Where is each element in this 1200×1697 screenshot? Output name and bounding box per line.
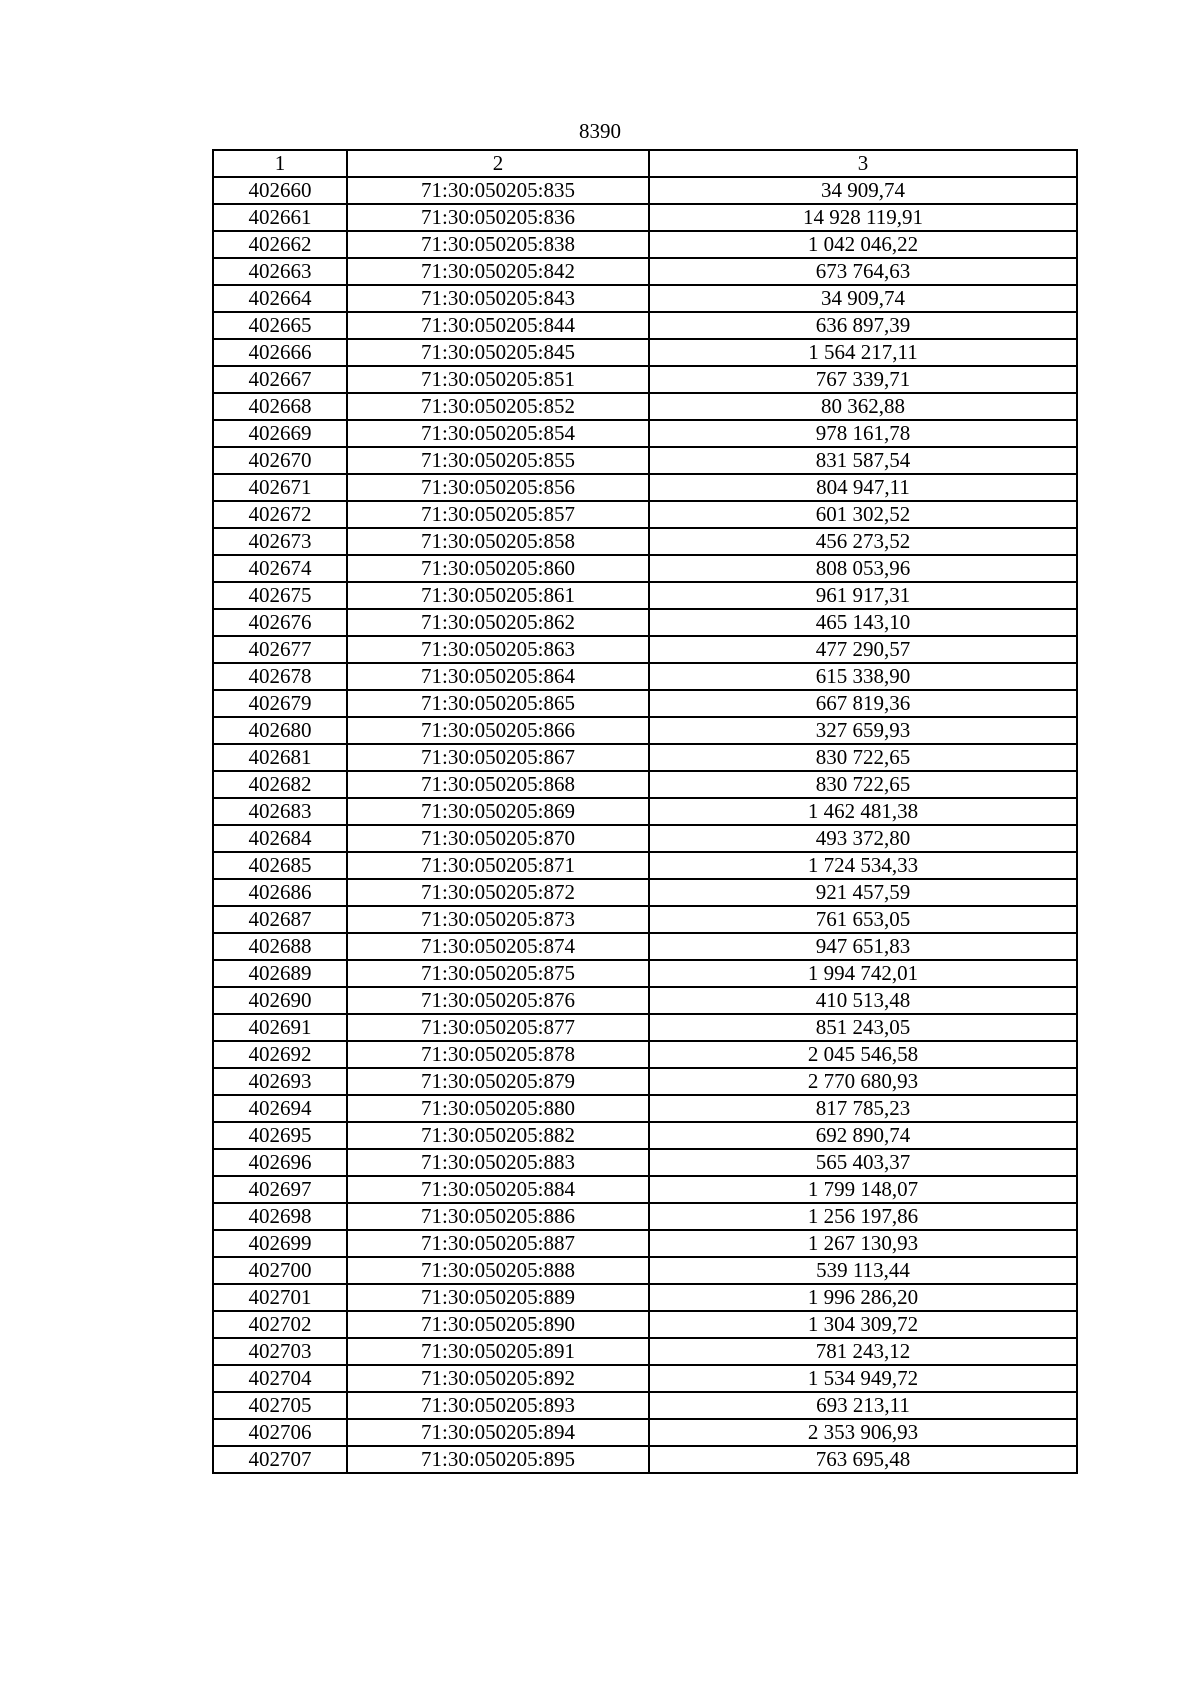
cadastral-number-cell: 71:30:050205:855 <box>347 447 649 474</box>
table-row <box>213 1149 1077 1176</box>
table-row <box>213 1068 1077 1095</box>
table-row <box>213 906 1077 933</box>
table-row <box>213 204 1077 231</box>
cadastral-number-cell: 71:30:050205:894 <box>347 1419 649 1446</box>
row-number-cell: 402666 <box>213 339 347 366</box>
cadastral-value-cell: 493 372,80 <box>649 825 1077 852</box>
cadastral-number-cell: 71:30:050205:878 <box>347 1041 649 1068</box>
row-number-cell: 402694 <box>213 1095 347 1122</box>
cadastral-number-cell: 71:30:050205:856 <box>347 474 649 501</box>
cadastral-value-cell: 14 928 119,91 <box>649 204 1077 231</box>
cadastral-value-cell: 615 338,90 <box>649 663 1077 690</box>
row-number-cell: 402702 <box>213 1311 347 1338</box>
cadastral-value-cell: 830 722,65 <box>649 771 1077 798</box>
cadastral-number-cell: 71:30:050205:866 <box>347 717 649 744</box>
row-number-cell: 402681 <box>213 744 347 771</box>
cadastral-value-cell: 921 457,59 <box>649 879 1077 906</box>
table-row <box>213 1203 1077 1230</box>
table-row <box>213 1365 1077 1392</box>
cadastral-number-cell: 71:30:050205:835 <box>347 177 649 204</box>
row-number-cell: 402695 <box>213 1122 347 1149</box>
table-row <box>213 231 1077 258</box>
table-header-row <box>213 150 1077 177</box>
table-row <box>213 447 1077 474</box>
table-row <box>213 339 1077 366</box>
page-number: 8390 <box>579 119 621 143</box>
row-number-cell: 402701 <box>213 1284 347 1311</box>
cadastral-number-cell: 71:30:050205:887 <box>347 1230 649 1257</box>
cadastral-number-cell: 71:30:050205:870 <box>347 825 649 852</box>
cadastral-number-cell: 71:30:050205:873 <box>347 906 649 933</box>
cadastral-number-cell: 71:30:050205:876 <box>347 987 649 1014</box>
table-row <box>213 1392 1077 1419</box>
table-row <box>213 177 1077 204</box>
row-number-cell: 402707 <box>213 1446 347 1473</box>
row-number-cell: 402664 <box>213 285 347 312</box>
cadastral-value-cell: 2 353 906,93 <box>649 1419 1077 1446</box>
row-number-cell: 402674 <box>213 555 347 582</box>
cadastral-value-cell: 601 302,52 <box>649 501 1077 528</box>
cadastral-value-cell: 830 722,65 <box>649 744 1077 771</box>
table-row <box>213 1095 1077 1122</box>
column-header-1: 1 <box>213 150 347 177</box>
table-row <box>213 1176 1077 1203</box>
cadastral-value-cell: 565 403,37 <box>649 1149 1077 1176</box>
row-number-cell: 402670 <box>213 447 347 474</box>
row-number-cell: 402704 <box>213 1365 347 1392</box>
row-number-cell: 402693 <box>213 1068 347 1095</box>
cadastral-number-cell: 71:30:050205:844 <box>347 312 649 339</box>
table-row <box>213 1122 1077 1149</box>
cadastral-value-cell: 1 267 130,93 <box>649 1230 1077 1257</box>
table-row <box>213 1230 1077 1257</box>
column-header-3: 3 <box>649 150 1077 177</box>
row-number-cell: 402678 <box>213 663 347 690</box>
cadastral-value-cell: 2 770 680,93 <box>649 1068 1077 1095</box>
cadastral-number-cell: 71:30:050205:874 <box>347 933 649 960</box>
table-row <box>213 1014 1077 1041</box>
cadastral-value-cell: 1 799 148,07 <box>649 1176 1077 1203</box>
cadastral-value-cell: 477 290,57 <box>649 636 1077 663</box>
table-row <box>213 1311 1077 1338</box>
table-row <box>213 609 1077 636</box>
cadastral-number-cell: 71:30:050205:880 <box>347 1095 649 1122</box>
cadastral-value-cell: 808 053,96 <box>649 555 1077 582</box>
row-number-cell: 402706 <box>213 1419 347 1446</box>
cadastral-number-cell: 71:30:050205:857 <box>347 501 649 528</box>
cadastral-number-cell: 71:30:050205:843 <box>347 285 649 312</box>
table-row <box>213 258 1077 285</box>
cadastral-value-cell: 767 339,71 <box>649 366 1077 393</box>
cadastral-number-cell: 71:30:050205:872 <box>347 879 649 906</box>
cadastral-value-cell: 539 113,44 <box>649 1257 1077 1284</box>
row-number-cell: 402668 <box>213 393 347 420</box>
cadastral-value-cell: 80 362,88 <box>649 393 1077 420</box>
cadastral-value-cell: 781 243,12 <box>649 1338 1077 1365</box>
cadastral-value-cell: 1 304 309,72 <box>649 1311 1077 1338</box>
table-row <box>213 555 1077 582</box>
row-number-cell: 402698 <box>213 1203 347 1230</box>
cadastral-number-cell: 71:30:050205:889 <box>347 1284 649 1311</box>
cadastral-value-cell: 1 564 217,11 <box>649 339 1077 366</box>
row-number-cell: 402665 <box>213 312 347 339</box>
cadastral-value-cell: 636 897,39 <box>649 312 1077 339</box>
row-number-cell: 402669 <box>213 420 347 447</box>
row-number-cell: 402684 <box>213 825 347 852</box>
table-row <box>213 1257 1077 1284</box>
cadastral-number-cell: 71:30:050205:869 <box>347 798 649 825</box>
row-number-cell: 402677 <box>213 636 347 663</box>
cadastral-value-cell: 1 994 742,01 <box>649 960 1077 987</box>
cadastral-value-cell: 2 045 546,58 <box>649 1041 1077 1068</box>
row-number-cell: 402680 <box>213 717 347 744</box>
cadastral-value-cell: 673 764,63 <box>649 258 1077 285</box>
cadastral-value-cell: 978 161,78 <box>649 420 1077 447</box>
row-number-cell: 402671 <box>213 474 347 501</box>
cadastral-number-cell: 71:30:050205:886 <box>347 1203 649 1230</box>
cadastral-value-cell: 831 587,54 <box>649 447 1077 474</box>
table-row <box>213 1284 1077 1311</box>
row-number-cell: 402687 <box>213 906 347 933</box>
cadastral-number-cell: 71:30:050205:875 <box>347 960 649 987</box>
row-number-cell: 402697 <box>213 1176 347 1203</box>
cadastral-value-cell: 1 996 286,20 <box>649 1284 1077 1311</box>
cadastral-value-cell: 693 213,11 <box>649 1392 1077 1419</box>
row-number-cell: 402660 <box>213 177 347 204</box>
row-number-cell: 402685 <box>213 852 347 879</box>
cadastral-number-cell: 71:30:050205:871 <box>347 852 649 879</box>
table-body <box>213 150 1077 1473</box>
cadastral-value-cell: 692 890,74 <box>649 1122 1077 1149</box>
cadastral-number-cell: 71:30:050205:867 <box>347 744 649 771</box>
row-number-cell: 402699 <box>213 1230 347 1257</box>
row-number-cell: 402673 <box>213 528 347 555</box>
cadastral-number-cell: 71:30:050205:882 <box>347 1122 649 1149</box>
table-row <box>213 987 1077 1014</box>
cadastral-value-cell: 817 785,23 <box>649 1095 1077 1122</box>
row-number-cell: 402672 <box>213 501 347 528</box>
table-row <box>213 420 1077 447</box>
cadastral-number-cell: 71:30:050205:860 <box>347 555 649 582</box>
table-row <box>213 933 1077 960</box>
cadastral-number-cell: 71:30:050205:892 <box>347 1365 649 1392</box>
table-row <box>213 717 1077 744</box>
table-row <box>213 1338 1077 1365</box>
table-row <box>213 393 1077 420</box>
table-row <box>213 663 1077 690</box>
cadastral-number-cell: 71:30:050205:842 <box>347 258 649 285</box>
table-row <box>213 582 1077 609</box>
table-row <box>213 1419 1077 1446</box>
cadastral-number-cell: 71:30:050205:858 <box>347 528 649 555</box>
cadastral-value-cell: 1 534 949,72 <box>649 1365 1077 1392</box>
cadastral-number-cell: 71:30:050205:854 <box>347 420 649 447</box>
cadastral-value-cell: 851 243,05 <box>649 1014 1077 1041</box>
cadastral-value-cell: 410 513,48 <box>649 987 1077 1014</box>
cadastral-number-cell: 71:30:050205:852 <box>347 393 649 420</box>
cadastral-number-cell: 71:30:050205:861 <box>347 582 649 609</box>
table-row <box>213 1446 1077 1473</box>
row-number-cell: 402662 <box>213 231 347 258</box>
cadastral-number-cell: 71:30:050205:884 <box>347 1176 649 1203</box>
cadastral-number-cell: 71:30:050205:838 <box>347 231 649 258</box>
table-row <box>213 960 1077 987</box>
cadastral-number-cell: 71:30:050205:851 <box>347 366 649 393</box>
row-number-cell: 402675 <box>213 582 347 609</box>
cadastral-value-cell: 961 917,31 <box>649 582 1077 609</box>
cadastral-number-cell: 71:30:050205:888 <box>347 1257 649 1284</box>
table-row <box>213 501 1077 528</box>
cadastral-number-cell: 71:30:050205:895 <box>347 1446 649 1473</box>
table-row <box>213 771 1077 798</box>
table-row <box>213 474 1077 501</box>
cadastral-number-cell: 71:30:050205:865 <box>347 690 649 717</box>
cadastral-value-cell: 34 909,74 <box>649 285 1077 312</box>
row-number-cell: 402692 <box>213 1041 347 1068</box>
cadastral-number-cell: 71:30:050205:883 <box>347 1149 649 1176</box>
row-number-cell: 402682 <box>213 771 347 798</box>
row-number-cell: 402679 <box>213 690 347 717</box>
row-number-cell: 402705 <box>213 1392 347 1419</box>
row-number-cell: 402688 <box>213 933 347 960</box>
row-number-cell: 402667 <box>213 366 347 393</box>
cadastral-number-cell: 71:30:050205:890 <box>347 1311 649 1338</box>
table-row <box>213 825 1077 852</box>
row-number-cell: 402686 <box>213 879 347 906</box>
cadastral-number-cell: 71:30:050205:863 <box>347 636 649 663</box>
cadastral-value-cell: 667 819,36 <box>649 690 1077 717</box>
cadastral-number-cell: 71:30:050205:877 <box>347 1014 649 1041</box>
cadastral-value-cell: 34 909,74 <box>649 177 1077 204</box>
row-number-cell: 402683 <box>213 798 347 825</box>
table-row <box>213 852 1077 879</box>
row-number-cell: 402696 <box>213 1149 347 1176</box>
cadastral-value-cell: 804 947,11 <box>649 474 1077 501</box>
cadastral-value-cell: 1 462 481,38 <box>649 798 1077 825</box>
table-row <box>213 528 1077 555</box>
row-number-cell: 402691 <box>213 1014 347 1041</box>
cadastral-value-cell: 327 659,93 <box>649 717 1077 744</box>
row-number-cell: 402690 <box>213 987 347 1014</box>
table-row <box>213 1041 1077 1068</box>
row-number-cell: 402676 <box>213 609 347 636</box>
table-row <box>213 312 1077 339</box>
table-row <box>213 690 1077 717</box>
cadastral-value-cell: 1 042 046,22 <box>649 231 1077 258</box>
row-number-cell: 402703 <box>213 1338 347 1365</box>
cadastral-value-cell: 465 143,10 <box>649 609 1077 636</box>
row-number-cell: 402700 <box>213 1257 347 1284</box>
cadastral-number-cell: 71:30:050205:893 <box>347 1392 649 1419</box>
cadastral-value-cell: 1 724 534,33 <box>649 852 1077 879</box>
cadastral-value-cell: 761 653,05 <box>649 906 1077 933</box>
cadastral-number-cell: 71:30:050205:879 <box>347 1068 649 1095</box>
cadastral-number-cell: 71:30:050205:891 <box>347 1338 649 1365</box>
table-row <box>213 285 1077 312</box>
cadastral-number-cell: 71:30:050205:862 <box>347 609 649 636</box>
row-number-cell: 402661 <box>213 204 347 231</box>
table-row <box>213 366 1077 393</box>
table-row <box>213 879 1077 906</box>
row-number-cell: 402689 <box>213 960 347 987</box>
column-header-2: 2 <box>347 150 649 177</box>
cadastral-value-cell: 456 273,52 <box>649 528 1077 555</box>
cadastral-number-cell: 71:30:050205:864 <box>347 663 649 690</box>
cadastral-number-cell: 71:30:050205:836 <box>347 204 649 231</box>
table-row <box>213 744 1077 771</box>
cadastral-value-table <box>212 149 1078 1474</box>
cadastral-value-cell: 947 651,83 <box>649 933 1077 960</box>
table-row <box>213 636 1077 663</box>
cadastral-number-cell: 71:30:050205:868 <box>347 771 649 798</box>
table-row <box>213 798 1077 825</box>
cadastral-value-cell: 1 256 197,86 <box>649 1203 1077 1230</box>
cadastral-value-cell: 763 695,48 <box>649 1446 1077 1473</box>
row-number-cell: 402663 <box>213 258 347 285</box>
cadastral-number-cell: 71:30:050205:845 <box>347 339 649 366</box>
